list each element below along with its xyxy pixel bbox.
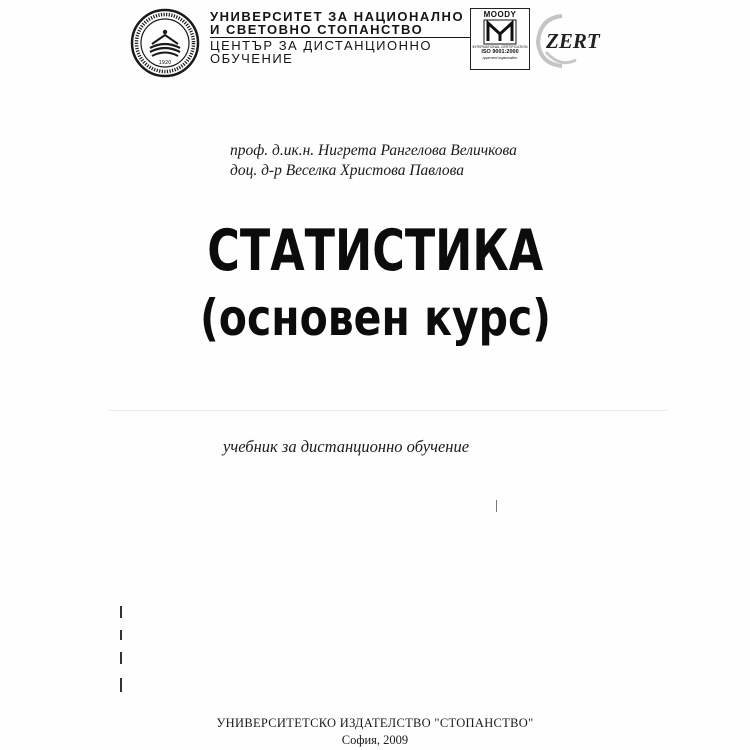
scan-mark: [120, 652, 122, 664]
author-2: доц. д-р Веселка Христова Павлова: [230, 162, 465, 179]
city-year: София, 2009: [341, 733, 409, 747]
publisher: УНИВЕРСИТЕТСКО ИЗДАТЕЛСТВО "СТОПАНСТВО": [216, 716, 534, 730]
author-1: проф. д.ик.н. Нигрета Рангелова Величкова: [230, 142, 517, 159]
iso-standard: ISO 9001:2000: [481, 49, 519, 55]
moody-note: approved organisation: [482, 56, 518, 60]
scan-mark: [120, 630, 122, 640]
university-line-1: УНИВЕРСИТЕТ ЗА НАЦИОНАЛНО: [210, 9, 465, 24]
center-line-2: ОБУЧЕНИЕ: [210, 51, 294, 66]
university-header: [210, 10, 472, 65]
page-divider: [108, 410, 668, 411]
textbook-description: учебник за дистанционно обучение: [223, 437, 470, 456]
moody-brand: MOODY: [483, 10, 517, 19]
moody-certification-logo: [470, 8, 530, 70]
book-title: СТАТИСТИКА: [207, 218, 544, 284]
scan-mark: [120, 606, 122, 618]
zert-logo: [532, 10, 612, 72]
book-subtitle: (основен курс): [200, 289, 552, 347]
moody-m-icon: [483, 19, 517, 45]
center-line-1: ЦЕНТЪР ЗА ДИСТАНЦИОННО: [210, 38, 432, 53]
zert-text: ZERT: [546, 29, 600, 53]
scan-mark: [496, 500, 497, 512]
authors: [230, 141, 517, 181]
moody-subtitle: INTERNATIONAL CERTIFICATION: [472, 45, 528, 49]
university-seal-icon: [130, 8, 200, 78]
seal-year: 1920: [158, 60, 172, 66]
university-line-2: И СВЕТОВНО СТОПАНСТВО: [210, 22, 424, 37]
scan-mark: [120, 678, 122, 692]
